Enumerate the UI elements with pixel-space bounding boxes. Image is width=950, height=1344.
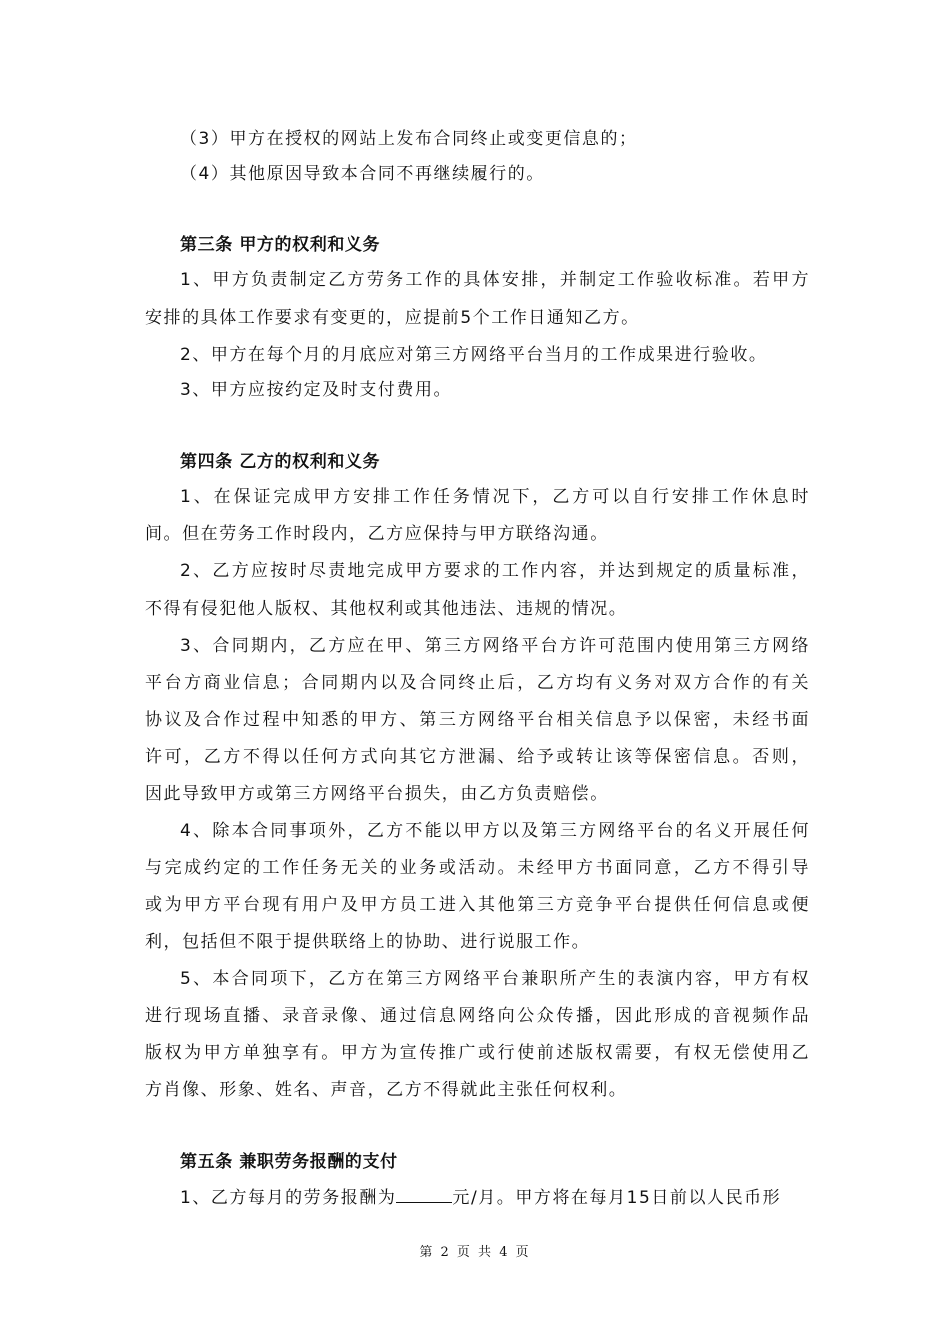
article-4-p5-line1: 5、本合同项下，乙方在第三方网络平台兼职所产生的表演内容，甲方有权	[180, 969, 810, 989]
article-5-title: 第五条 兼职劳务报酬的支付	[180, 1152, 398, 1172]
article-4-p3-line5: 因此导致甲方或第三方网络平台损失，由乙方负责赔偿。	[145, 784, 609, 804]
article-3-p1-line1: 1、甲方负责制定乙方劳务工作的具体安排，并制定工作验收标准。若甲方	[180, 270, 810, 290]
article-5-p1-line1	[180, 1186, 810, 1210]
article-4-p3-line4: 许可，乙方不得以任何方式向其它方泄漏、给予或转让该等保密信息。否则，	[145, 747, 810, 767]
article-4-p1-line2: 间。但在劳务工作时段内，乙方应保持与甲方联络沟通。	[145, 524, 609, 544]
article-5-p1-before: 1、乙方每月的劳务报酬为	[180, 1188, 397, 1208]
article-5-p1-after: 元/月。甲方将在每月15日前以人民币形	[452, 1188, 782, 1208]
clause-item-3: （3）甲方在授权的网站上发布合同终止或变更信息的；	[180, 129, 638, 149]
article-4-p2-line1: 2、乙方应按时尽责地完成甲方要求的工作内容，并达到规定的质量标准，	[180, 561, 810, 581]
article-3-p1-line2: 安排的具体工作要求有变更的，应提前5个工作日通知乙方。	[145, 308, 640, 328]
clause-item-4: （4）其他原因导致本合同不再继续履行的。	[180, 164, 545, 184]
article-4-p5-line3: 版权为甲方单独享有。甲方为宣传推广或行使前述版权需要，有权无偿使用乙	[145, 1043, 810, 1063]
article-4-p4-line2: 与完成约定的工作任务无关的业务或活动。未经甲方书面同意，乙方不得引导	[145, 858, 810, 878]
article-4-p5-line4: 方肖像、形象、姓名、声音，乙方不得就此主张任何权利。	[145, 1080, 628, 1100]
article-3-title: 第三条 甲方的权利和义务	[180, 235, 381, 255]
article-4-p4-line1: 4、除本合同事项外，乙方不能以甲方以及第三方网络平台的名义开展任何	[180, 821, 810, 841]
page-footer: 第 2 页 共 4 页	[419, 1245, 531, 1260]
article-4-p4-line4: 利，包括但不限于提供联络上的协助、进行说服工作。	[145, 932, 591, 952]
article-3-p2: 2、甲方在每个月的月底应对第三方网络平台当月的工作成果进行验收。	[180, 345, 768, 365]
article-4-p3-line1: 3、合同期内，乙方应在甲、第三方网络平台方许可范围内使用第三方网络	[180, 636, 810, 656]
article-3-p3: 3、甲方应按约定及时支付费用。	[180, 380, 453, 400]
article-4-p5-line2: 进行现场直播、录音录像、通过信息网络向公众传播，因此形成的音视频作品	[145, 1006, 810, 1026]
article-4-p3-line2: 平台方商业信息；合同期内以及合同终止后，乙方均有义务对双方合作的有关	[145, 673, 810, 693]
article-4-p4-line3: 或为甲方平台现有用户及甲方员工进入其他第三方竞争平台提供任何信息或便	[145, 895, 810, 915]
amount-blank	[396, 1202, 452, 1203]
article-4-p3-line3: 协议及合作过程中知悉的甲方、第三方网络平台相关信息予以保密，未经书面	[145, 710, 810, 730]
article-4-title: 第四条 乙方的权利和义务	[180, 452, 381, 472]
article-4-p1-line1: 1、在保证完成甲方安排工作任务情况下，乙方可以自行安排工作休息时	[180, 487, 810, 507]
article-4-p2-line2: 不得有侵犯他人版权、其他权利或其他违法、违规的情况。	[145, 599, 628, 619]
